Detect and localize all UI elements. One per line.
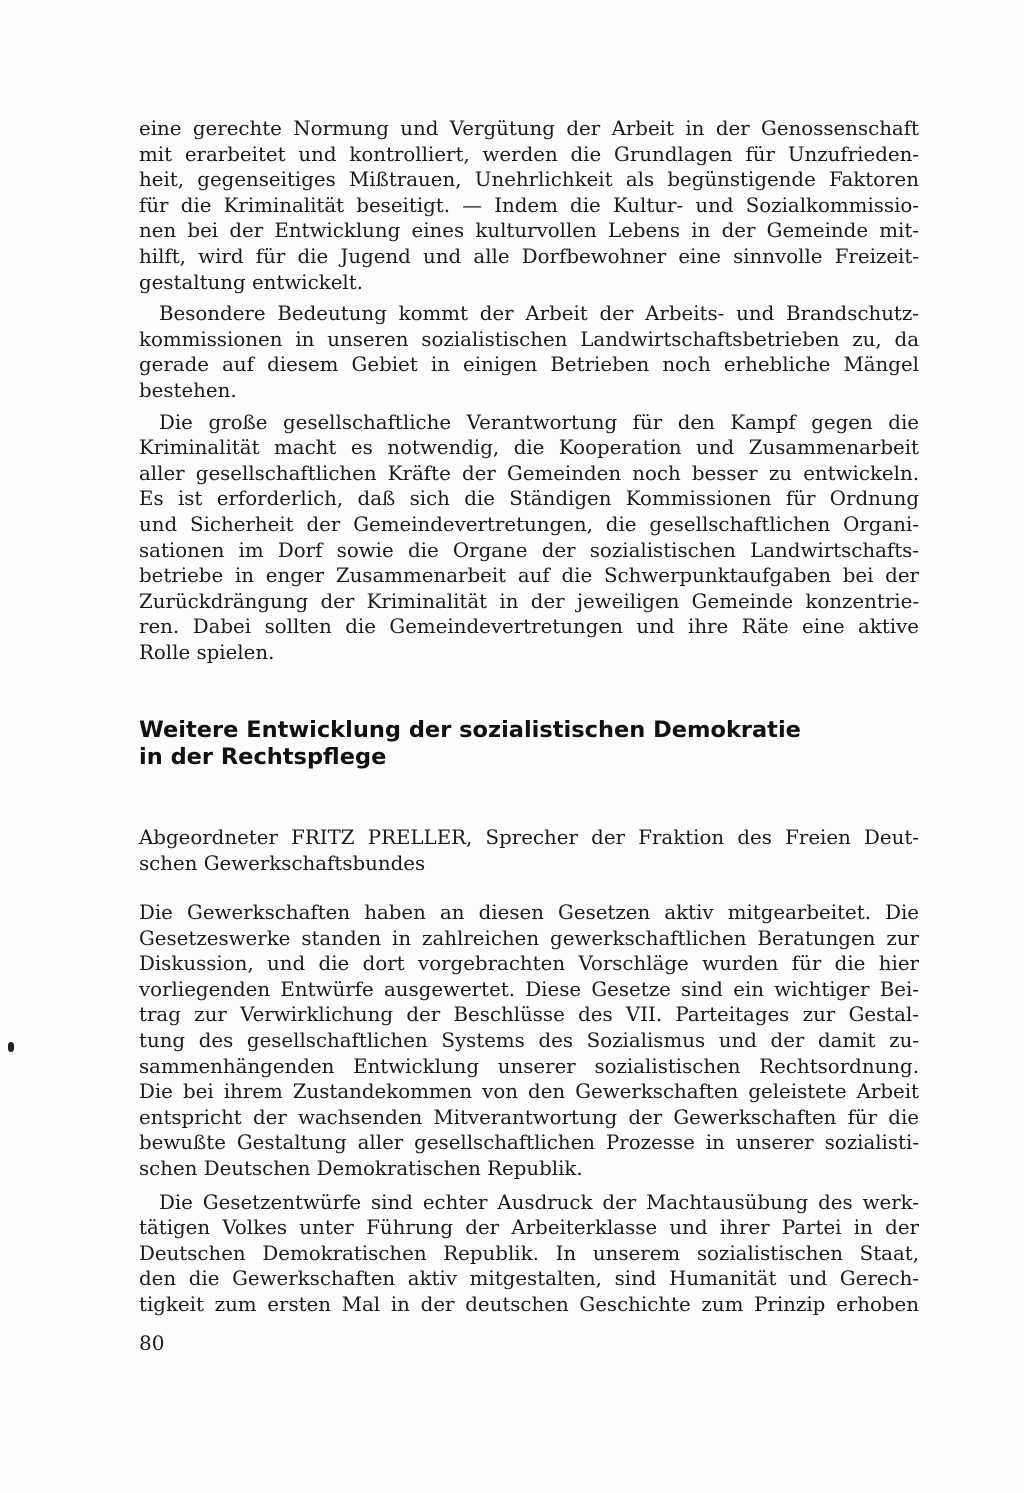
heading-line: in der Rechtspflege (139, 744, 387, 770)
byline-line: schen Gewerkschaftsbundes (139, 851, 426, 875)
text-line: Die bei ihrem Zustandekommen von den Gewerkschaften geleistete Arbeit (139, 1080, 919, 1104)
text-line: entspricht der wachsenden Mitverantwortung der Gewerkschaften für die (139, 1105, 919, 1129)
text-line: Die große gesellschaftliche Verantwortung für den Kampf gegen die (159, 410, 919, 434)
page-number: 80 (139, 1331, 165, 1355)
text-line: Zurückdrängung der Kriminalität in der jeweiligen Gemeinde konzentrie- (139, 589, 919, 613)
text-line: und Sicherheit der Gemeindevertretungen, die gesellschaftlichen Organi- (139, 512, 919, 536)
text-line: Deutschen Demokratischen Republik. In unserem sozialistischen Staat, (139, 1241, 919, 1265)
text-line: Es ist erforderlich, daß sich die Ständigen Kommissionen für Ordnung (139, 487, 919, 511)
text-line: ren. Dabei sollten die Gemeindevertretungen und ihre Räte eine aktive (139, 615, 919, 639)
text-line: Besondere Bedeutung kommt der Arbeit der Arbeits- und Brandschutz- (159, 302, 919, 326)
text-line: für die Kriminalität beseitigt. — Indem die Kultur- und Sozialkommissio- (139, 193, 919, 217)
text-line: nen bei der Entwicklung eines kulturvollen Lebens in der Gemeinde mit- (139, 219, 919, 243)
text-line: aller gesellschaftlichen Kräfte der Gemeinden noch besser zu entwickeln. (139, 461, 919, 485)
text-line: schen Deutschen Demokratischen Republik. (139, 1156, 583, 1180)
section-speech-text (139, 900, 919, 1318)
text-line: bestehen. (139, 378, 237, 402)
section-heading (139, 717, 919, 771)
text-line: betriebe in enger Zusammenarbeit auf die Schwerpunktaufgaben bei der (139, 564, 919, 588)
text-line: kommissionen in unseren sozialistischen Landwirtschaftsbetrieben zu, da (139, 327, 919, 351)
text-line: Kriminalität macht es notwendig, die Kooperation und Zusammenarbeit (139, 436, 919, 460)
text-line: tätigen Volkes unter Führung der Arbeiterklasse und ihrer Partei in der (139, 1216, 919, 1240)
text-line: tung des gesellschaftlichen Systems des Sozialismus und der damit zu- (139, 1028, 919, 1052)
text-line: sationen im Dorf sowie die Organe der sozialistischen Landwirtschafts- (139, 538, 919, 562)
text-line: gestaltung entwickelt. (139, 270, 363, 294)
text-line: heit, gegenseitiges Mißtrauen, Unehrlichkeit als begünstigende Faktoren (139, 168, 919, 192)
text-line: Rolle spielen. (139, 640, 275, 664)
margin-dot (8, 1042, 14, 1052)
heading-line: Weitere Entwicklung der sozialistischen Demokratie (139, 717, 801, 743)
text-line: Die Gesetzentwürfe sind echter Ausdruck der Machtausübung des werk- (159, 1190, 919, 1214)
paragraph-norming (139, 116, 919, 295)
text-line: gerade auf diesem Gebiet in einigen Betrieben noch erhebliche Mängel (139, 353, 919, 377)
text-line: Die Gewerkschaften haben an diesen Gesetzen aktiv mitgearbeitet. Die (139, 901, 919, 924)
text-line: Diskussion, und die dort vorgebrachten Vorschläge wurden für die hier (139, 952, 919, 976)
text-line: bewußte Gestaltung aller gesellschaftlichen Prozesse in unserer sozialisti- (139, 1131, 919, 1155)
section-continued-text (139, 116, 919, 665)
text-line: Gesetzeswerke standen in zahlreichen gewerkschaftlichen Beratungen zur (139, 926, 919, 950)
text-line: hilft, wird für die Jugend und alle Dorfbewohner eine sinnvolle Freizeit- (139, 244, 919, 268)
text-line: eine gerechte Normung und Vergütung der Arbeit in der Genossenschaft (139, 117, 919, 140)
text-line: vorliegenden Entwürfe ausgewertet. Diese Gesetze sind ein wichtiger Bei- (139, 977, 919, 1001)
speaker-byline (139, 825, 919, 876)
paragraph-unions (139, 900, 919, 1182)
paragraph-cooperation (139, 410, 919, 666)
paragraph-fire-safety (139, 301, 919, 403)
text-line: tigkeit zum ersten Mal in der deutschen Geschichte zum Prinzip erhoben (139, 1292, 919, 1316)
text-line: den die Gewerkschaften aktiv mitgestalten, sind Humanität und Gerech- (139, 1267, 919, 1291)
text-line: trag zur Verwirklichung der Beschlüsse des VII. Parteitages zur Gestal- (139, 1003, 919, 1027)
text-line: mit erarbeitet und kontrolliert, werden die Grundlagen für Unzufrieden- (139, 142, 919, 166)
text-line: sammenhängenden Entwicklung unserer sozialistischen Rechtsordnung. (139, 1054, 919, 1078)
byline-line: Abgeordneter FRITZ PRELLER, Sprecher der Fraktion des Freien Deut- (139, 826, 919, 849)
paragraph-drafts (139, 1190, 919, 1318)
